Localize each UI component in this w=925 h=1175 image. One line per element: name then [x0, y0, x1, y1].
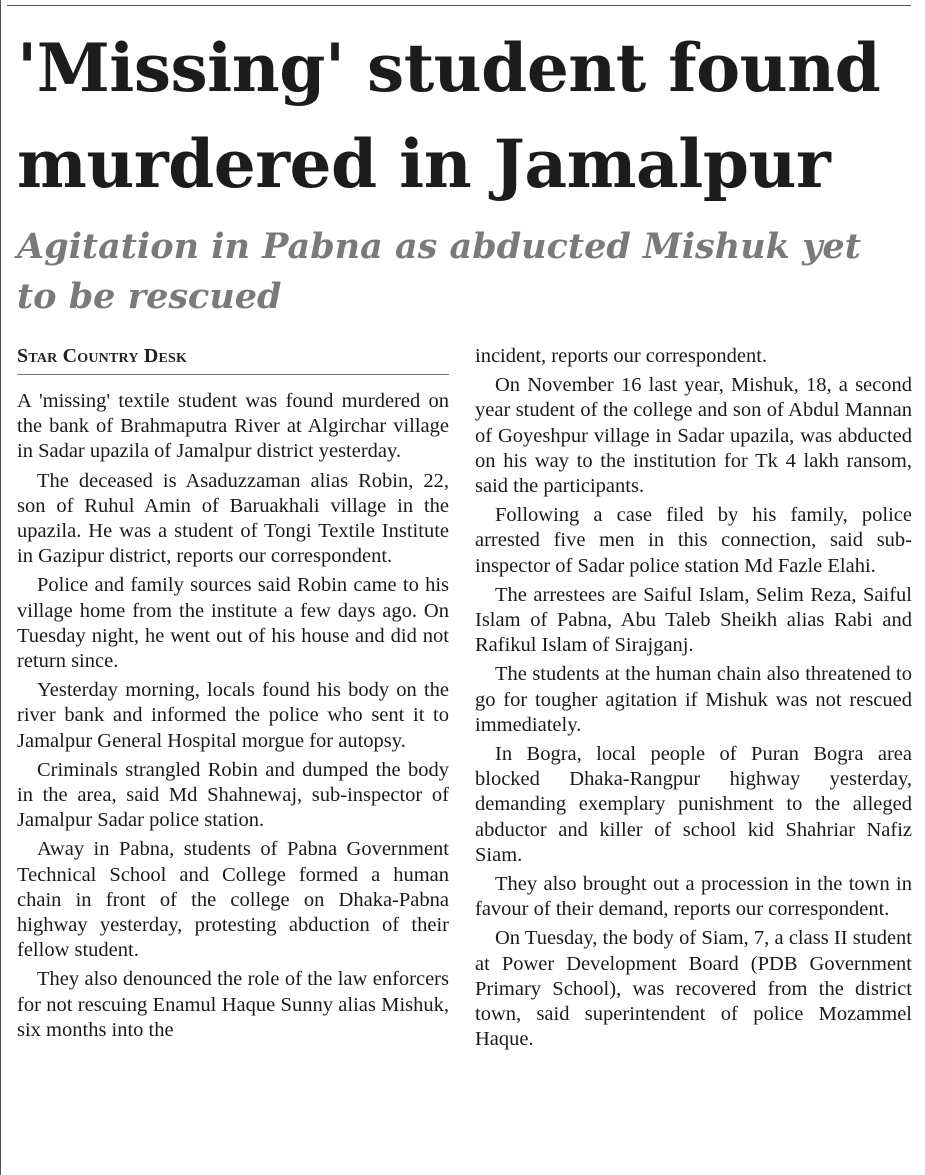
article-column-left — [17, 342, 449, 1047]
paragraph: On Tuesday, the body of Siam, 7, a class II student at Power Development Board (PDB Government Primary School), was recovered from the district town, said superintendent of police Mozammel Haque. — [475, 927, 912, 1051]
subheadline: Agitation in Pabna as abducted Mishuk yet to be rescued — [17, 226, 861, 317]
paragraph: Criminals strangled Robin and dumped the body in the area, said Md Shahnewaj, sub-inspector of Jamalpur Sadar police station. — [17, 758, 449, 832]
paragraph: incident, reports our correspondent. — [475, 345, 768, 367]
headline: 'Missing' student found murdered in Jamalpur — [17, 29, 881, 203]
paragraph: The deceased is Asaduzzaman alias Robin, 22, son of Ruhul Amin of Baruakhali village in the upazila. He was a student of Tongi Textile Institute in Gazipur district, reports our correspondent. — [17, 469, 449, 568]
byline: Star Country Desk — [17, 342, 449, 375]
paragraph: The students at the human chain also threatened to go for tougher agitation if Mishuk was not rescued immediately. — [475, 663, 912, 736]
paragraph: Yesterday morning, locals found his body on the river bank and informed the police who sent it to Jamalpur General Hospital morgue for autopsy. — [17, 679, 449, 752]
paragraph: The arrestees are Saiful Islam, Selim Reza, Saiful Islam of Pabna, Abu Taleb Sheikh alias Rabi and Rafikul Islam of Sirajganj. — [475, 583, 912, 657]
article-column-right — [475, 344, 912, 1056]
paragraph: They also brought out a procession in the town in favour of their demand, reports our correspondent. — [475, 873, 912, 921]
paragraph: Following a case filed by his family, police arrested five men in this connection, said sub-inspector of Sadar police station Md Fazle Elahi. — [475, 504, 912, 577]
paragraph: Police and family sources said Robin came to his village home from the institute a few days ago. On Tuesday night, he went out of his house and did not return since. — [17, 574, 449, 673]
paragraph: In Bogra, local people of Puran Bogra area blocked Dhaka-Rangpur highway yesterday, demanding exemplary punishment to the alleged abductor and killer of school kid Shahriar Nafiz Siam. — [475, 743, 912, 866]
paragraph: On November 16 last year, Mishuk, 18, a second year student of the college and son of Abdul Mannan of Goyeshpur village in Sadar upazila, was abducted on his way to the institution for Tk 4 lakh ransom, said the participants. — [475, 374, 912, 498]
paragraph: They also denounced the role of the law enforcers for not rescuing Enamul Haque Sunny alias Mishuk, six months into the — [17, 968, 449, 1041]
paragraph: A 'missing' textile student was found murdered on the bank of Brahmaputra River at Algirchar village in Sadar upazila of Jamalpur district yesterday. — [17, 390, 449, 463]
top-rule — [7, 5, 911, 6]
paragraph: Away in Pabna, students of Pabna Government Technical School and College formed a human chain in front of the college on Dhaka-Pabna highway yesterday, protesting abduction of their fellow student. — [17, 838, 449, 962]
